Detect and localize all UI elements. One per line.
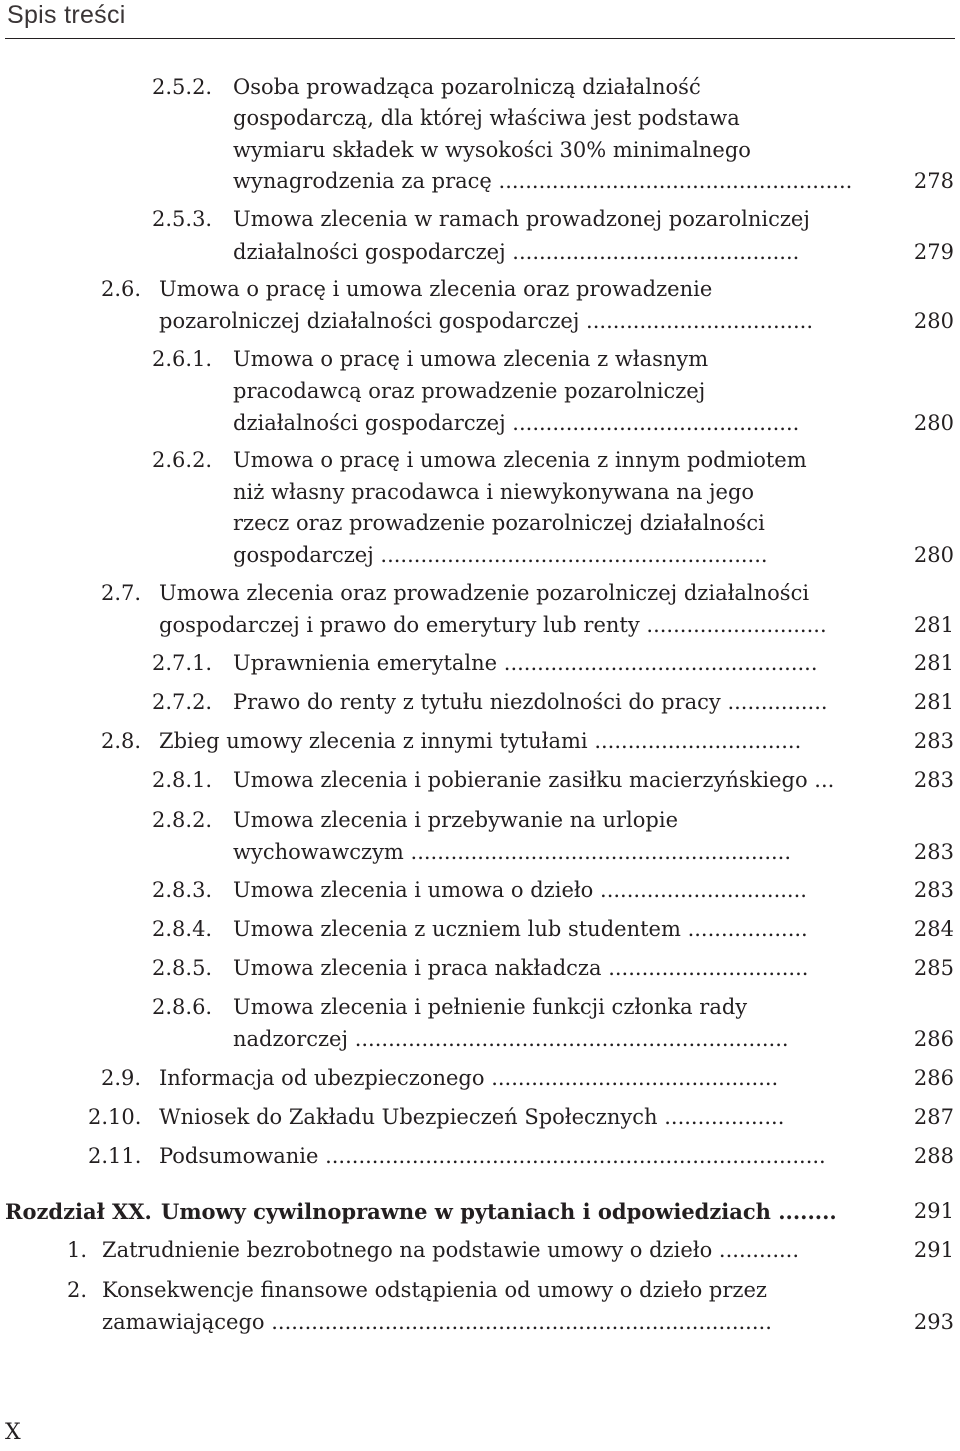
- toc-entry-number: 2.8.4.: [152, 917, 213, 941]
- toc-entry-title-line: [102, 1275, 767, 1306]
- toc-entry-number: 2.11.: [88, 1144, 142, 1168]
- toc-entry-title-line: [159, 1102, 784, 1133]
- toc-entry-number: 2.5.3.: [152, 207, 213, 231]
- toc-entry-title-text: zamawiającego: [102, 1309, 265, 1334]
- toc-entry-title-line: [233, 237, 799, 268]
- toc-entry-title-line: [233, 992, 747, 1023]
- toc-page-number: 280: [913, 309, 954, 333]
- toc-entry-title-line: [233, 648, 818, 679]
- toc-entry-number: 2.8.: [101, 729, 142, 753]
- toc-entry-number: 2.5.2.: [152, 75, 213, 99]
- toc-page-number: 291: [913, 1199, 954, 1223]
- toc-entry-number: 2.6.2.: [152, 448, 213, 472]
- toc-leader-dots: ...........................: [646, 613, 827, 637]
- toc-entry-number: 2.8.6.: [152, 995, 213, 1019]
- toc-entry-title-line: [159, 726, 801, 757]
- toc-entry-number: 2.6.1.: [152, 347, 213, 371]
- toc-entry-title-line: [102, 1235, 799, 1266]
- toc-leader-dots: ........: [778, 1199, 837, 1224]
- toc-entry-title-line: [233, 805, 678, 836]
- toc-leader-dots: ..................................: [586, 309, 814, 333]
- page-folio: X: [5, 1420, 21, 1445]
- toc-entry-title-line: [159, 578, 809, 609]
- toc-page-number: 279: [913, 240, 954, 264]
- toc-entry-title-text: Osoba prowadząca pozarolniczą działalność: [233, 75, 701, 99]
- toc-entry-title-text: Umowa zlecenia w ramach prowadzonej pozarolniczej: [233, 207, 810, 231]
- toc-entry-number: 2.9.: [101, 1066, 142, 1090]
- toc-page-number: 281: [913, 651, 954, 675]
- toc-entry-title-text: Umowa zlecenia i pobieranie zasiłku macierzyńskiego: [233, 768, 808, 792]
- toc-page-number: 284: [913, 917, 954, 941]
- toc-leader-dots: ...........................................................................: [271, 1309, 772, 1334]
- toc-page-number: 285: [913, 956, 954, 980]
- toc-entry-title-text: gospodarczą, dla której właściwa jest podstawa: [233, 106, 740, 131]
- toc-entry-title-line: [233, 837, 791, 868]
- toc-entry-number: Rozdział XX.: [5, 1199, 152, 1224]
- toc-entry-title-text: Umowa o pracę i umowa zlecenia z innym podmiotem: [233, 448, 807, 472]
- toc-page-number: 291: [913, 1238, 954, 1262]
- running-header-title: Spis treści: [7, 1, 126, 29]
- toc-page-number: 283: [913, 768, 954, 792]
- toc-entry-title-text: Umowa zlecenia i przebywanie na urlopie: [233, 808, 678, 832]
- toc-entry-title-line: [233, 103, 740, 134]
- toc-page-number: 286: [913, 1026, 954, 1051]
- toc-entry-title-text: gospodarczej: [233, 542, 374, 567]
- toc-leader-dots: ...........................................: [512, 240, 800, 264]
- toc-entry-title-text: Podsumowanie: [159, 1144, 319, 1168]
- toc-entry-title-text: wychowawczym: [233, 839, 404, 864]
- toc-leader-dots: ..........................................................: [380, 542, 768, 567]
- toc-entry-title-line: [102, 1307, 772, 1338]
- toc-entry-title-text: Umowa zlecenia i umowa o dzieło: [233, 878, 594, 902]
- toc-entry-number: 2.6.: [101, 277, 142, 301]
- toc-page-number: 280: [913, 411, 954, 435]
- toc-leader-dots: .....................................................: [498, 169, 853, 194]
- toc-entry-title-text: Umowa zlecenia z uczniem lub studentem: [233, 917, 681, 941]
- toc-entry-title-text: wymiaru składek w wysokości 30% minimalnego: [233, 137, 751, 162]
- toc-entry-title-line: [159, 306, 813, 337]
- toc-entry-title-text: Umowa o pracę i umowa zlecenia oraz prowadzenie: [159, 277, 713, 301]
- toc-page-number: 283: [913, 729, 954, 753]
- toc-page-number: 278: [913, 169, 954, 194]
- toc-entry-title-line: [233, 540, 768, 571]
- toc-entry-title-text: działalności gospodarczej: [233, 411, 506, 435]
- toc-leader-dots: ...............................................: [503, 651, 818, 675]
- toc-entry-title-text: Umowa o pracę i umowa zlecenia z własnym: [233, 347, 709, 371]
- toc-entry-title-line: [233, 687, 828, 718]
- toc-entry-title-text: wynagrodzenia za pracę: [233, 169, 492, 194]
- toc-entry-title-line: [233, 445, 807, 476]
- toc-entry-title-line: [233, 875, 807, 906]
- toc-page-number: 287: [913, 1105, 954, 1129]
- toc-entry-title-line: [233, 376, 705, 407]
- toc-leader-dots: ...............: [727, 690, 828, 714]
- toc-page-number: 293: [913, 1309, 954, 1334]
- toc-entry-title-text: Zbieg umowy zlecenia z innymi tytułami: [159, 729, 588, 753]
- toc-leader-dots: ............: [718, 1238, 800, 1262]
- toc-entry-title-text: rzecz oraz prowadzenie pozarolniczej działalności: [233, 511, 765, 535]
- toc-entry-title-line: [233, 765, 834, 796]
- toc-entry-title-line: [233, 135, 751, 166]
- toc-page-number: 288: [913, 1144, 954, 1168]
- toc-leader-dots: ...: [814, 768, 835, 792]
- toc-entry-number: 2.7.: [101, 581, 142, 605]
- toc-leader-dots: ...............................: [600, 878, 807, 902]
- toc-entry-title-text: Uprawnienia emerytalne: [233, 651, 498, 675]
- toc-leader-dots: ...............................: [594, 729, 802, 753]
- toc-entry-title-line: [159, 610, 827, 641]
- toc-entry-number: 2.8.2.: [152, 808, 213, 832]
- toc-entry-title-line: [233, 953, 808, 984]
- toc-entry-title-line: [161, 1196, 837, 1227]
- toc-entry-title-line: [233, 344, 708, 375]
- toc-entry-title-text: pozarolniczej działalności gospodarczej: [159, 309, 580, 333]
- toc-entry-title-text: działalności gospodarczej: [233, 240, 506, 264]
- toc-entry-title-line: [233, 477, 754, 508]
- toc-entry-number: 2.7.1.: [152, 651, 213, 675]
- toc-leader-dots: .........................................................: [410, 839, 792, 864]
- toc-page-number: 286: [913, 1066, 954, 1090]
- toc-entry-title-text: pracodawcą oraz prowadzenie pozarolniczej: [233, 379, 706, 403]
- toc-entry-number: 2.10.: [88, 1105, 142, 1129]
- toc-entry-title-text: Umowa zlecenia i praca nakładcza: [233, 956, 602, 980]
- toc-entry-title-text: nadzorczej: [233, 1026, 348, 1051]
- toc-entry-title-text: Umowa zlecenia i pełnienie funkcji członka rady: [233, 995, 748, 1019]
- toc-leader-dots: .................................................................: [354, 1026, 789, 1051]
- toc-leader-dots: ..............................: [608, 956, 809, 980]
- toc-entry-title-text: Prawo do renty z tytułu niezdolności do pracy: [233, 690, 721, 714]
- toc-entry-title-text: Umowa zlecenia oraz prowadzenie pozarolniczej działalności: [159, 581, 810, 605]
- toc-entry-title-line: [233, 508, 765, 539]
- toc-leader-dots: ..................: [664, 1105, 785, 1129]
- toc-entry-title-line: [233, 204, 810, 235]
- toc-page-number: 283: [913, 839, 954, 864]
- toc-page-number: 281: [913, 613, 954, 637]
- toc-page-number: 280: [913, 542, 954, 567]
- toc-page-number: 283: [913, 878, 954, 902]
- toc-entry-number: 2.7.2.: [152, 690, 213, 714]
- toc-entry-number: 2.8.1.: [152, 768, 213, 792]
- toc-leader-dots: ..................: [687, 917, 808, 941]
- toc-leader-dots: ...........................................: [512, 411, 800, 435]
- toc-entry-title-line: [233, 166, 852, 197]
- toc-entry-title-line: [233, 914, 808, 945]
- toc-entry-title-text: Wniosek do Zakładu Ubezpieczeń Społecznych: [159, 1105, 658, 1129]
- toc-entry-title-line: [233, 408, 799, 439]
- toc-page-number: 281: [913, 690, 954, 714]
- toc-entry-title-text: niż własny pracodawca i niewykonywana na jego: [233, 479, 755, 504]
- toc-entry-title-line: [159, 1141, 826, 1172]
- toc-leader-dots: ...........................................: [491, 1066, 779, 1090]
- toc-entry-title-text: Zatrudnienie bezrobotnego na podstawie umowy o dzieło: [102, 1238, 713, 1262]
- toc-entry-number: 2.8.3.: [152, 878, 213, 902]
- toc-entry-title-line: [159, 1063, 778, 1094]
- toc-entry-title-line: [233, 1024, 789, 1055]
- toc-entry-title-text: Konsekwencje finansowe odstąpienia od umowy o dzieło przez: [102, 1278, 767, 1302]
- toc-entry-number: 2.8.5.: [152, 956, 213, 980]
- toc-entry-title-text: Umowy cywilnoprawne w pytaniach i odpowiedziach: [161, 1199, 771, 1224]
- toc-entry-title-text: gospodarczej i prawo do emerytury lub renty: [159, 613, 640, 637]
- toc-leader-dots: ...........................................................................: [325, 1144, 826, 1168]
- toc-entry-number: 2.: [67, 1278, 88, 1302]
- toc-entry-number: 1.: [67, 1238, 88, 1262]
- toc-entry-title-text: Informacja od ubezpieczonego: [159, 1066, 485, 1090]
- toc-entry-title-line: [159, 274, 712, 305]
- toc-entry-title-line: [233, 72, 701, 103]
